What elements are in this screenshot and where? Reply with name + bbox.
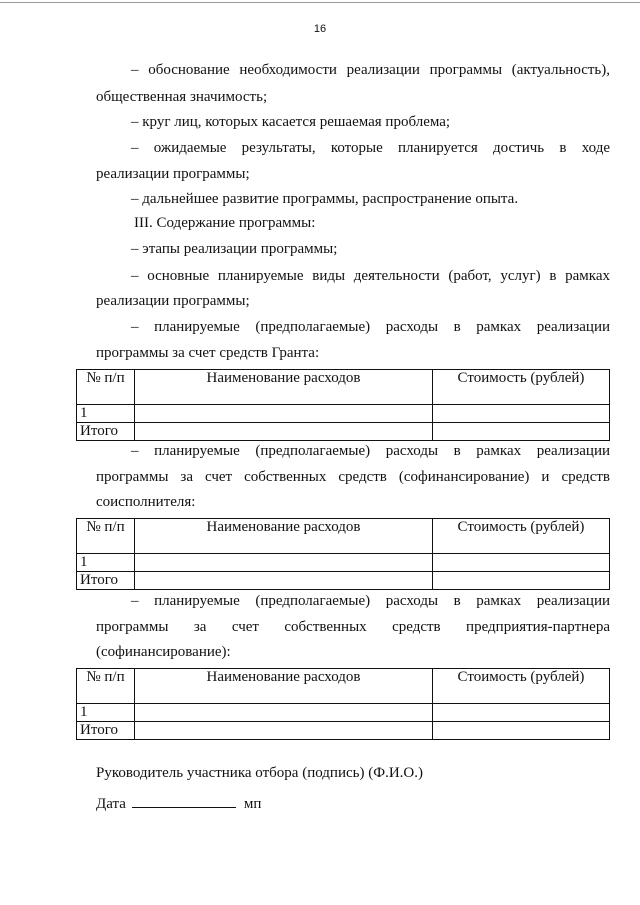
paragraph-partner-funds-line2: программы за счет собственных средств предприятия-партнера xyxy=(96,619,610,635)
scan-top-rule xyxy=(0,2,640,3)
paragraph-partner-funds-line1: – планируемые (предполагаемые) расходы в рамках реализации xyxy=(131,593,610,609)
cost-cell xyxy=(433,405,610,423)
table-total-row xyxy=(77,572,610,590)
paragraph-justification-line1: – обоснование необходимости реализации программы (актуальность), xyxy=(131,62,610,78)
column-header-number: № п/п xyxy=(77,370,135,405)
table-total-row xyxy=(77,722,610,740)
column-header-number: № п/п xyxy=(77,519,135,554)
column-header-cost: Стоимость (рублей) xyxy=(433,669,610,704)
paragraph-justification-line2: общественная значимость; xyxy=(96,89,268,105)
date-label: Дата xyxy=(96,796,126,812)
table-row xyxy=(77,554,610,572)
row-number-cell: 1 xyxy=(77,405,135,423)
cost-cell xyxy=(433,722,610,740)
paragraph-stages: – этапы реализации программы; xyxy=(131,241,338,257)
paragraph-expected-results-line2: реализации программы; xyxy=(96,166,250,182)
paragraph-expected-results-line1: – ожидаемые результаты, которые планируется достичь в ходе xyxy=(131,140,610,156)
total-label-cell: Итого xyxy=(77,423,135,441)
table-row xyxy=(77,405,610,423)
paragraph-activities-line2: реализации программы; xyxy=(96,293,250,309)
expense-name-cell xyxy=(135,405,433,423)
partner-funds-expenses-table xyxy=(76,668,610,740)
column-header-expense-name: Наименование расходов xyxy=(135,370,433,405)
paragraph-grant-expenses-line1: – планируемые (предполагаемые) расходы в рамках реализации xyxy=(131,319,610,335)
table-header-row xyxy=(77,519,610,554)
expense-name-cell xyxy=(135,572,433,590)
column-header-number: № п/п xyxy=(77,669,135,704)
paragraph-affected-persons: – круг лиц, которых касается решаемая проблема; xyxy=(131,114,451,130)
column-header-expense-name: Наименование расходов xyxy=(135,519,433,554)
expense-name-cell xyxy=(135,423,433,441)
cost-cell xyxy=(433,704,610,722)
expense-name-cell xyxy=(135,704,433,722)
date-line xyxy=(96,793,261,813)
row-number-cell: 1 xyxy=(77,554,135,572)
expense-name-cell xyxy=(135,722,433,740)
cost-cell xyxy=(433,554,610,572)
paragraph-partner-funds-line3: (софинансирование): xyxy=(96,644,231,660)
table-header-row xyxy=(77,370,610,405)
paragraph-activities-line1: – основные планируемые виды деятельности (работ, услуг) в рамках xyxy=(131,268,610,284)
signature-line: Руководитель участника отбора (подпись) (Ф.И.О.) xyxy=(96,765,423,781)
column-header-expense-name: Наименование расходов xyxy=(135,669,433,704)
paragraph-own-funds-line1: – планируемые (предполагаемые) расходы в рамках реализации xyxy=(131,443,610,459)
table-header-row xyxy=(77,669,610,704)
expense-name-cell xyxy=(135,554,433,572)
paragraph-own-funds-line3: соисполнителя: xyxy=(96,494,196,510)
column-header-cost: Стоимость (рублей) xyxy=(433,519,610,554)
column-header-cost: Стоимость (рублей) xyxy=(433,370,610,405)
stamp-place-label: мп xyxy=(243,796,262,812)
row-number-cell: 1 xyxy=(77,704,135,722)
paragraph-grant-expenses-line2: программы за счет средств Гранта: xyxy=(96,345,320,361)
total-label-cell: Итого xyxy=(77,572,135,590)
grant-expenses-table xyxy=(76,369,610,441)
total-label-cell: Итого xyxy=(77,722,135,740)
own-funds-expenses-table xyxy=(76,518,610,590)
cost-cell xyxy=(433,572,610,590)
paragraph-own-funds-line2: программы за счет собственных средств (софинансирование) и средств xyxy=(96,469,610,485)
table-total-row xyxy=(77,423,610,441)
cost-cell xyxy=(433,423,610,441)
table-row xyxy=(77,704,610,722)
section-heading-program-content: III. Содержание программы: xyxy=(134,215,316,231)
date-blank-field xyxy=(132,793,236,808)
paragraph-further-development: – дальнейшее развитие программы, распространение опыта. xyxy=(131,191,519,207)
page-number: 16 xyxy=(313,23,327,35)
